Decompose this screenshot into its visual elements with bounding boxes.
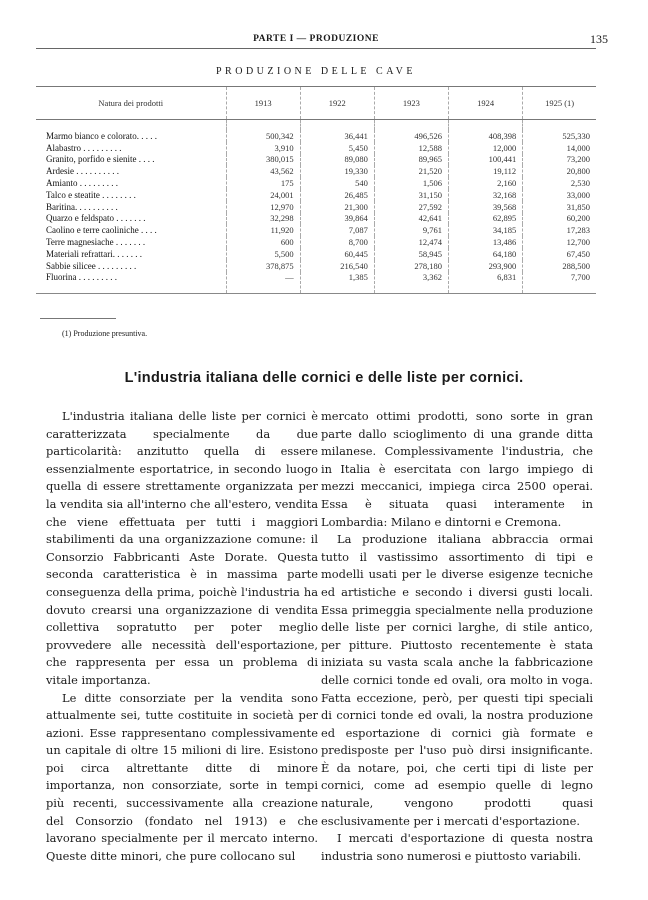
table-title: PRODUZIONE DELLE CAVE: [216, 66, 416, 77]
production-value: 32,168: [449, 189, 523, 201]
product-name: Materiali refrattari. . . . . . .: [46, 248, 142, 259]
table-row: [36, 260, 596, 272]
production-value: 3,910: [226, 142, 300, 154]
production-value: 380,015: [226, 154, 300, 166]
product-name: Talco e steatite . . . . . . . .: [46, 189, 136, 200]
product-name: Caolino e terre caoliniche . . . .: [46, 225, 157, 236]
table-row: [36, 201, 596, 213]
production-value: 31,150: [374, 189, 448, 201]
production-value: 1,506: [374, 177, 448, 189]
production-value: 36,441: [300, 130, 374, 142]
column-header: 1913: [226, 87, 300, 120]
production-value: 58,945: [374, 248, 448, 260]
table-row: [36, 224, 596, 236]
table-row: [36, 213, 596, 225]
production-value: 60,200: [523, 213, 596, 225]
production-value: 27,592: [374, 201, 448, 213]
production-value: 62,895: [449, 213, 523, 225]
production-value: 11,920: [226, 224, 300, 236]
product-name: Marmo bianco e colorato. . . . .: [46, 130, 157, 141]
table-row: [36, 248, 596, 260]
product-name: Alabastro . . . . . . . . .: [46, 142, 122, 153]
production-value: 6,831: [449, 272, 523, 294]
production-value: 3,362: [374, 272, 448, 294]
production-value: 12,700: [523, 236, 596, 248]
table-body: [36, 120, 596, 294]
table-row: [36, 165, 596, 177]
table-footnote: (1) Produzione presuntiva.: [62, 329, 148, 338]
production-value: 2,160: [449, 177, 523, 189]
production-value: 600: [226, 236, 300, 248]
production-value: 17,283: [523, 224, 596, 236]
production-value: 43,562: [226, 165, 300, 177]
production-value: 24,001: [226, 189, 300, 201]
table-row: [36, 272, 596, 294]
running-head-title: PARTE I — PRODUZIONE: [253, 34, 379, 44]
production-value: 60,445: [300, 248, 374, 260]
product-name: Fluorina . . . . . . . . .: [36, 272, 226, 294]
product-name: Ardesie . . . . . . . . . .: [46, 166, 119, 177]
paragraph: mercato ottimi prodotti, sono sorte in gran parte dallo scioglimento di una grande ditta milanese. Complessivamente l'industria, che in Italia è esercitata con largo impiego di mezzi meccanici, impiega circa 2500 operai. Essa è situata quasi interamente in Lombardia: Milano e dintorni e Cremona.: [321, 409, 593, 529]
production-value: 278,180: [374, 260, 448, 272]
running-head: [36, 28, 608, 49]
paragraph: L'industria italiana delle liste per cornici è caratterizzata specialmente da due particolarità: anzitutto quella di essere essenzialmente esportatrice, in secondo luogo quella di essere strettamente organizzata per la vendita sia all'interno che all'estero, vendita che viene effettuata per tutti i maggiori stabilimenti da una organizzazione comune: il Consorzio Fabbricanti Aste Dorate. Questa seconda caratteristica è in massima parte conseguenza della prima, poichè l'industria ha dovuto crearsi una organizzazione di vendita collettiva sopratutto per poter meglio provvedere alle necessità dell'esportazione, che rappresenta per essa un problema di vitale importanza.: [46, 409, 318, 687]
table-row: [36, 189, 596, 201]
paragraph: I mercati d'esportazione di questa nostra industria sono numerosi e piuttosto variabili.: [321, 831, 593, 863]
column-header: 1925 (1): [523, 87, 596, 120]
table-row: [36, 177, 596, 189]
production-value: 67,450: [523, 248, 596, 260]
production-value: —: [226, 272, 300, 294]
production-value: 12,588: [374, 142, 448, 154]
production-value: 14,000: [523, 142, 596, 154]
column-header: 1922: [300, 87, 374, 120]
paragraph: La produzione italiana abbraccia ormai tutto il vastissimo assortimento di tipi e modelli usati per le diverse esigenze tecniche ed artistiche e secondo i diversi gusti locali. Essa primeggia specialmente nella produzione delle liste per cornici larghe, di stile antico, per pitture. Piuttosto recentemente è stata iniziata su vasta scala anche la fabbricazione delle cornici tonde ed ovali, ora molto in voga. Fatta eccezione, però, per questi tipi speciali di cornici tonde ed ovali, la nostra produzione ed esportazione di cornici già formate e predisposte per l'uso può dirsi insignificante. È da notare, poi, che certi tipi di liste per cornici, come ad esempio quelle di legno naturale, vengono prodotti quasi esclusivamente per i mercati d'esportazione.: [321, 532, 593, 828]
product-name: Granito, porfido e sienite . . . .: [46, 154, 155, 165]
production-value: 21,300: [300, 201, 374, 213]
body-column-left: [46, 408, 318, 865]
production-value: 89,080: [300, 154, 374, 166]
product-name: Quarzo e feldspato . . . . . . .: [46, 213, 146, 224]
production-value: 32,298: [226, 213, 300, 225]
production-value: 33,000: [523, 189, 596, 201]
column-header: Natura dei prodotti: [36, 87, 226, 120]
production-value: 34,185: [449, 224, 523, 236]
footnote-rule: [40, 318, 116, 319]
column-header: 1923: [374, 87, 448, 120]
production-value: 175: [226, 177, 300, 189]
table-row: [36, 236, 596, 248]
production-value: 216,540: [300, 260, 374, 272]
production-value: 42,641: [374, 213, 448, 225]
production-value: 288,500: [523, 260, 596, 272]
page-number: 135: [590, 32, 608, 46]
production-value: 89,965: [374, 154, 448, 166]
production-value: 1,385: [300, 272, 374, 294]
production-value: 408,398: [449, 130, 523, 142]
column-header: 1924: [449, 87, 523, 120]
production-value: 26,485: [300, 189, 374, 201]
production-value: 2,530: [523, 177, 596, 189]
product-name: Baritina. . . . . . . . . .: [46, 201, 118, 212]
body-column-right: [321, 408, 593, 865]
table-row: [36, 130, 596, 142]
production-value: 12,970: [226, 201, 300, 213]
production-value: 73,200: [523, 154, 596, 166]
production-value: 100,441: [449, 154, 523, 166]
production-value: 9,761: [374, 224, 448, 236]
production-value: 378,875: [226, 260, 300, 272]
production-value: 19,330: [300, 165, 374, 177]
production-value: 31,850: [523, 201, 596, 213]
product-name: Sabbie silicee . . . . . . . . .: [46, 260, 137, 271]
paragraph: Le ditte consorziate per la vendita sono attualmente sei, tutte costituite in società per azioni. Esse rappresentano complessivamente un capitale di oltre 15 milioni di lire. Esistono poi circa altrettante ditte di minore importanza, non consorziate, sorte in tempi più recenti, successivamente alla creazione del Consorzio (fondato nel 1913) e che lavorano specialmente per il mercato interno. Queste ditte minori, che pure collocano sul: [46, 690, 318, 863]
table-header-row: [36, 87, 596, 120]
production-value: 64,180: [449, 248, 523, 260]
production-value: 12,000: [449, 142, 523, 154]
production-value: 525,330: [523, 130, 596, 142]
production-value: 20,800: [523, 165, 596, 177]
production-value: 39,864: [300, 213, 374, 225]
product-name: Amianto . . . . . . . . .: [46, 178, 118, 189]
production-value: 21,520: [374, 165, 448, 177]
production-value: 496,526: [374, 130, 448, 142]
production-value: 500,342: [226, 130, 300, 142]
production-table: [36, 86, 596, 294]
production-value: 540: [300, 177, 374, 189]
production-value: 7,700: [523, 272, 596, 294]
table-row: [36, 142, 596, 154]
production-value: 8,700: [300, 236, 374, 248]
production-value: 7,087: [300, 224, 374, 236]
product-name: Terre magnesiache . . . . . . .: [46, 237, 146, 248]
section-heading: L'industria italiana delle cornici e delle liste per cornici.: [124, 370, 524, 386]
production-value: 12,474: [374, 236, 448, 248]
production-value: 39,568: [449, 201, 523, 213]
production-value: 13,486: [449, 236, 523, 248]
production-value: 19,112: [449, 165, 523, 177]
production-value: 5,500: [226, 248, 300, 260]
production-value: 5,450: [300, 142, 374, 154]
table-row: [36, 154, 596, 166]
production-value: 293,900: [449, 260, 523, 272]
